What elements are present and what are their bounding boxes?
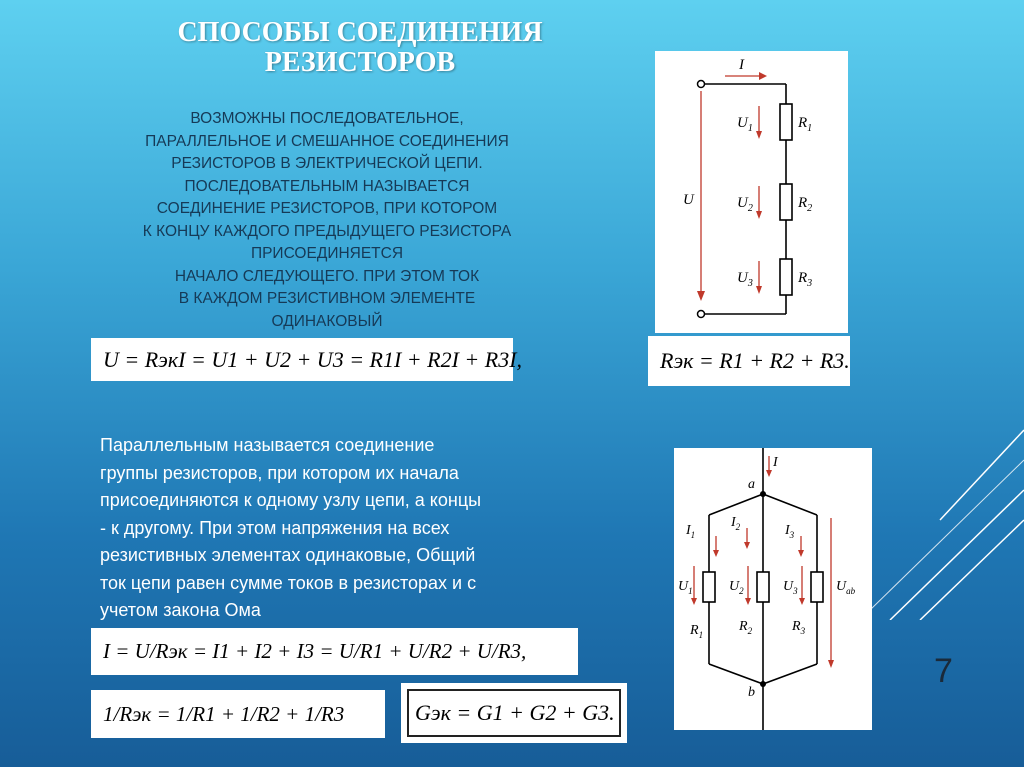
resistor-r3 xyxy=(811,572,823,602)
label-node-a: a xyxy=(748,477,755,492)
terminal-top xyxy=(698,81,705,88)
label-r2: $R_2$ xyxy=(798,195,813,214)
label-r3: $R_3$ xyxy=(798,270,813,289)
resistor-r3 xyxy=(780,259,792,295)
parallel-line: Параллельным называется соединение xyxy=(100,435,435,455)
label-i1: $I_1$ xyxy=(686,523,696,540)
intro-line: К КОНЦУ КАЖДОГО ПРЕДЫДУЩЕГО РЕЗИСТОРА xyxy=(142,222,512,240)
resistor-r2 xyxy=(780,184,792,220)
intro-line: СОЕДИНЕНИЕ РЕЗИСТОРОВ, ПРИ КОТОРОМ xyxy=(156,200,498,217)
parallel-line: - к другому. При этом напряжения на всех xyxy=(100,517,450,538)
parallel-circuit-diagram xyxy=(674,448,872,730)
parallel-conductance-formula xyxy=(401,683,627,743)
resistor-r1 xyxy=(780,104,792,140)
deco-line xyxy=(940,430,1024,520)
i2-arrow-head xyxy=(744,542,750,549)
uab-arrow-head xyxy=(828,660,834,668)
parallel-line: учетом закона Ома xyxy=(100,600,261,620)
label-u2: $U_2$ xyxy=(729,579,744,596)
parallel-resistance-formula: 1/Rэк = 1/R1 + 1/R2 + 1/R3 xyxy=(91,690,385,738)
label-u1: $U_1$ xyxy=(737,115,753,134)
label-uab: $U_{ab}$ xyxy=(836,579,856,596)
intro-line: ВОЗМОЖНЫ ПОСЛЕДОВАТЕЛЬНОЕ, xyxy=(190,110,464,127)
label-voltage: U xyxy=(683,192,694,208)
parallel-line: группы резисторов, при котором их начала xyxy=(100,462,459,483)
label-u2: $U_2$ xyxy=(737,195,753,214)
resistor-r2 xyxy=(757,572,769,602)
conductance-frame: Gэк = G1 + G2 + G3. xyxy=(407,689,621,737)
decorative-lines xyxy=(860,420,1024,620)
series-circuit-svg xyxy=(655,51,848,333)
label-current: I xyxy=(773,455,778,470)
u2-arrow-head xyxy=(745,598,751,605)
u1-arrow-head xyxy=(756,131,762,139)
terminal-bottom xyxy=(698,311,705,318)
label-i2: $I_2$ xyxy=(731,515,741,532)
series-description xyxy=(82,108,572,333)
parallel-circuit-svg xyxy=(674,448,872,730)
series-circuit-diagram xyxy=(655,51,848,333)
series-resistance-formula: Rэк = R1 + R2 + R3. xyxy=(648,336,850,386)
intro-line: НАЧАЛО СЛЕДУЮЩЕГО. ПРИ ЭТОМ ТОК xyxy=(174,267,480,285)
resistor-r1 xyxy=(703,572,715,602)
label-u3: $U_3$ xyxy=(783,579,798,596)
u3-arrow-head xyxy=(756,286,762,294)
i1-arrow-head xyxy=(713,550,719,557)
intro-line: РЕЗИСТОРОВ В ЭЛЕКТРИЧЕСКОЙ ЦЕПИ. xyxy=(171,155,483,172)
intro-line: ПАРАЛЛЕЛЬНОЕ И СМЕШАННОЕ СОЕДИНЕНИЯ xyxy=(145,132,509,150)
title-line-1: СПОСОБЫ СОЕДИНЕНИЯ xyxy=(177,17,543,48)
deco-line xyxy=(920,520,1024,620)
parallel-current-formula: I = U/Rэк = I1 + I2 + I3 = U/R1 + U/R2 + U/R3, xyxy=(91,628,578,675)
deco-line xyxy=(870,460,1024,610)
parallel-line: ток цепи равен сумме токов в резисторах и с xyxy=(100,572,477,593)
current-arrow-head xyxy=(759,72,767,80)
label-r1: $R_1$ xyxy=(690,623,704,640)
series-voltage-formula: U = RэкI = U1 + U2 + U3 = R1I + R2I + R3I, xyxy=(91,338,513,381)
label-r2: $R_2$ xyxy=(739,619,753,636)
slide-title xyxy=(120,18,600,78)
parallel-line: присоединяются к одному узлу цепи, а концы xyxy=(100,490,482,510)
label-i3: $I_3$ xyxy=(785,523,795,540)
u1-arrow-head xyxy=(691,598,697,605)
parallel-line: резистивных элементах одинаковые, Общий xyxy=(100,545,476,565)
label-u3: $U_3$ xyxy=(737,270,753,289)
title-line-2: РЕЗИСТОРОВ xyxy=(264,47,456,78)
u2-arrow-head xyxy=(756,211,762,219)
i3-arrow-head xyxy=(798,550,804,557)
u3-arrow-head xyxy=(799,598,805,605)
parallel-description xyxy=(100,432,600,625)
intro-line: ОДИНАКОВЫЙ xyxy=(271,312,383,330)
label-r1: $R_1$ xyxy=(798,115,813,134)
intro-line: В КАЖДОМ РЕЗИСТИВНОМ ЭЛЕМЕНТЕ xyxy=(178,290,476,307)
label-current: I xyxy=(739,57,744,73)
deco-line xyxy=(890,490,1024,620)
intro-line: ПРИСОЕДИНЯЕТСЯ xyxy=(250,245,404,262)
label-u1: $U_1$ xyxy=(678,579,693,596)
label-r3: $R_3$ xyxy=(792,619,806,636)
page-number: 7 xyxy=(934,652,953,690)
intro-line: ПОСЛЕДОВАТЕЛЬНЫМ НАЗЫВАЕТСЯ xyxy=(184,177,470,195)
current-arrow-head xyxy=(766,470,772,477)
voltage-arrow-head xyxy=(697,291,705,301)
label-node-b: b xyxy=(748,685,755,700)
